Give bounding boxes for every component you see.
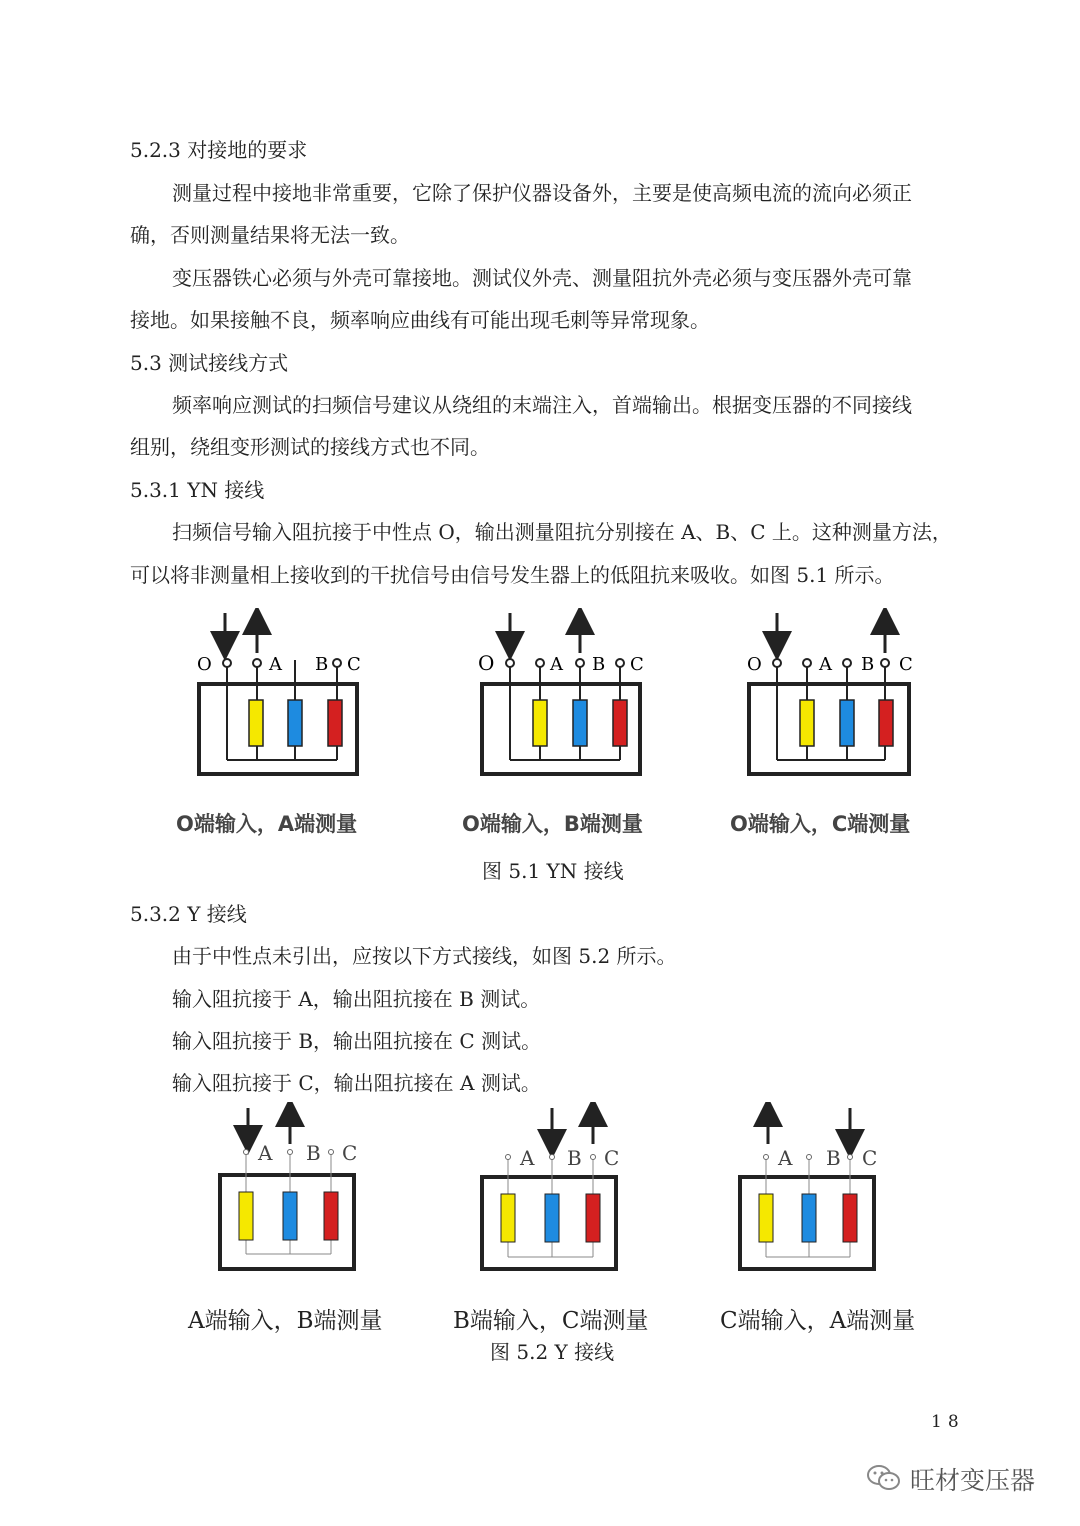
y-diagram-b xyxy=(482,1108,619,1269)
terminal-c-label: C xyxy=(604,1146,620,1170)
terminal-b-label: B xyxy=(861,654,875,675)
paragraph-line: 组别，绕组变形测试的接线方式也不同。 xyxy=(130,435,490,459)
terminal-o-label: O xyxy=(197,654,212,675)
terminal-b-label: B xyxy=(826,1146,841,1170)
fig52-subcaption-1: A端输入，B端测量 xyxy=(188,1308,383,1334)
fig52-subcaption-3: C端输入，A端测量 xyxy=(720,1308,916,1334)
terminal-c-label: C xyxy=(342,1141,358,1165)
paragraph-line: 频率响应测试的扫频信号建议从绕组的末端注入，首端输出。根据变压器的不同接线 xyxy=(172,393,912,417)
fig51-subcaption-2: O端输入，B端测量 xyxy=(462,812,643,836)
section-heading-5-2-3: 5.2.3 对接地的要求 xyxy=(130,138,308,162)
page-number: 18 xyxy=(931,1412,965,1432)
y-diagram-a xyxy=(220,1108,357,1269)
paragraph-line: 确，否则测量结果将无法一致。 xyxy=(130,223,410,247)
terminal-c-label: C xyxy=(899,654,913,675)
paragraph-line: 输入阻抗接于 C，输出阻抗接在 A 测试。 xyxy=(172,1071,541,1095)
paragraph-line: 输入阻抗接于 B，输出阻抗接在 C 测试。 xyxy=(172,1029,542,1053)
terminal-c-label: C xyxy=(347,654,361,675)
paragraph-line: 变压器铁心必须与外壳可靠接地。测试仪外壳、测量阻抗外壳必须与变压器外壳可靠 xyxy=(172,266,912,290)
terminal-c-label: C xyxy=(862,1146,878,1170)
paragraph-line: 由于中性点未引出，应按以下方式接线，如图 5.2 所示。 xyxy=(172,944,677,968)
y-diagram-c xyxy=(740,1108,877,1269)
fig51-subcaption-1: O端输入，A端测量 xyxy=(176,812,358,836)
terminal-o-label: O xyxy=(747,654,762,675)
terminal-a-label: A xyxy=(778,1146,793,1170)
terminal-b-label: B xyxy=(567,1146,582,1170)
watermark-text: 旺材变压器 xyxy=(910,1466,1036,1495)
figure-5-2-diagrams xyxy=(210,1102,900,1282)
terminal-a-label: A xyxy=(520,1146,535,1170)
section-heading-5-3: 5.3 测试接线方式 xyxy=(130,351,289,375)
figure-5-2-caption: 图 5.2 Y 接线 xyxy=(490,1340,615,1364)
terminal-a-label: A xyxy=(269,654,282,675)
fig51-subcaption-3: O端输入，C端测量 xyxy=(730,812,911,836)
figure-5-1-diagrams xyxy=(185,608,945,798)
yn-diagram-c xyxy=(747,613,913,774)
section-heading-5-3-2: 5.3.2 Y 接线 xyxy=(130,902,247,926)
section-heading-5-3-1: 5.3.1 YN 接线 xyxy=(130,478,265,502)
fig52-subcaption-2: B端输入，C端测量 xyxy=(453,1308,649,1334)
terminal-b-label: B xyxy=(315,654,329,675)
figure-5-1-caption: 图 5.1 YN 接线 xyxy=(482,859,624,883)
terminal-a-label: A xyxy=(819,654,832,675)
terminal-a-label: A xyxy=(258,1141,273,1165)
terminal-a-label: A xyxy=(550,654,563,675)
paragraph-line: 输入阻抗接于 A，输出阻抗接在 B 测试。 xyxy=(172,987,541,1011)
paragraph-line: 接地。如果接触不良，频率响应曲线有可能出现毛刺等异常现象。 xyxy=(130,308,710,332)
paragraph-line: 测量过程中接地非常重要，它除了保护仪器设备外，主要是使高频电流的流向必须正 xyxy=(172,181,912,205)
yn-diagram-b xyxy=(478,613,644,774)
terminal-o-label: O xyxy=(478,651,495,675)
paragraph-line: 可以将非测量相上接收到的干扰信号由信号发生器上的低阻抗来吸收。如图 5.1 所示。 xyxy=(130,563,895,587)
yn-diagram-a xyxy=(197,613,361,774)
terminal-b-label: B xyxy=(306,1141,321,1165)
paragraph-line: 扫频信号输入阻抗接于中性点 O，输出测量阻抗分别接在 A、B、C 上。这种测量方法， xyxy=(172,520,952,544)
wechat-icon xyxy=(866,1463,902,1493)
terminal-c-label: C xyxy=(630,654,644,675)
terminal-b-label: B xyxy=(592,654,606,675)
